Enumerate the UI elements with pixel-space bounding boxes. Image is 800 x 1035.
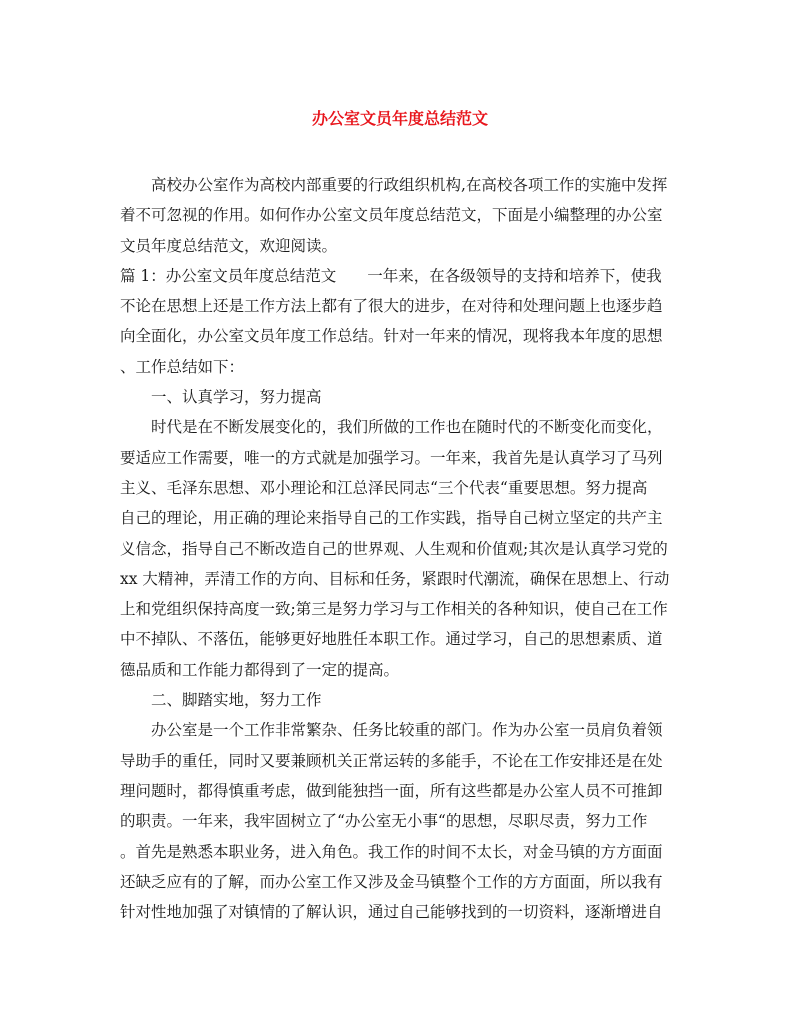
body-line: 着不可忽视的作用。如何作办公室文员年度总结范文，下面是小编整理的办公室 [120,206,663,225]
document-title: 办公室文员年度总结范文 [311,109,488,128]
body-line: 针对性地加强了对镇情的了解认识，通过自己能够找到的一切资料，逐渐增进自 [120,903,663,922]
body-line: 主义、毛泽东思想、邓小理论和江总泽民同志“三个代表“重要思想。努力提高 [120,478,648,497]
body-line: 义信念，指导自己不断改造自己的世界观、人生观和价值观;其次是认真学习党的 [120,539,668,558]
body-line: 时代是在不断发展变化的，我们所做的工作也在随时代的不断变化而变化， [151,418,663,437]
body-line: 不论在思想上还是工作方法上都有了很大的进步，在对待和处理问题上也逐步趋 [120,297,663,316]
body-line: 、工作总结如下： [120,357,245,376]
body-line: 篇 1：办公室文员年度总结范文 一年来，在各级领导的支持和培养下，使我 [120,266,662,285]
body-line: 文员年度总结范文，欢迎阅读。 [120,236,338,255]
body-line: 二、脚踏实地，努力工作 [151,691,322,710]
body-line: 要适应工作需要，唯一的方式就是加强学习。一年来，我首先是认真学习了马列 [120,448,663,467]
body-line: 还缺乏应有的了解，而办公室工作又涉及金马镇整个工作的方方面面，所以我有 [120,872,663,891]
body-line: 德品质和工作能力都得到了一定的提高。 [120,660,400,679]
body-line: 中不掉队、不落伍，能够更好地胜任本职工作。通过学习，自己的思想素质、道 [120,630,663,649]
body-line: 理问题时，都得慎重考虑，做到能独挡一面，所有这些都是办公室人员不可推卸 [120,781,663,800]
body-line: 一、认真学习，努力提高 [151,388,322,407]
body-line: 自己的理论，用正确的理论来指导自己的工作实践，指导自己树立坚定的共产主 [120,509,663,528]
body-line: 向全面化，办公室文员年度工作总结。针对一年来的情况，现将我本年度的思想 [120,327,663,346]
body-line: 导助手的重任，同时又要兼顾机关正常运转的多能手，不论在工作安排还是在处 [120,751,663,770]
body-line: 上和党组织保持高度一致;第三是努力学习与工作相关的各种知识，使自己在工作 [120,600,668,619]
body-line: 办公室是一个工作非常繁杂、任务比较重的部门。作为办公室一员肩负着领 [151,721,663,740]
body-line: xx 大精神，弄清工作的方向、目标和任务，紧跟时代潮流，确保在思想上、行动 [120,569,670,588]
body-line: 高校办公室作为高校内部重要的行政组织机构,在高校各项工作的实施中发挥 [151,176,668,194]
body-line: 。首先是熟悉本职业务，进入角色。我工作的时间不太长，对金马镇的方方面面 [120,842,663,861]
body-line: 的职责。一年来，我牢固树立了“办公室无小事“的思想，尽职尽责，努力工作 [120,812,648,831]
document-body [120,170,692,927]
